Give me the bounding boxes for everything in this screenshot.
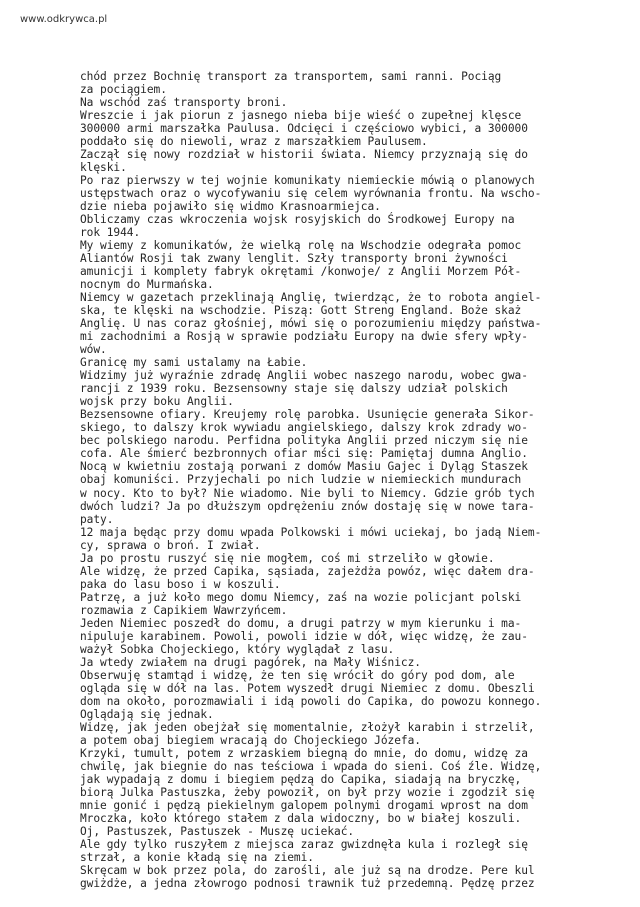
text-line: Widzimy już wyraźnie zdradę Anglii wobec naszego narodu, wobec gwa- (80, 369, 528, 383)
text-line: bec polskiego narodu. Perfidna polityka Anglii przed niczym się nie (80, 434, 528, 448)
text-line: skiego, to dalszy krok wywiadu angielskiego, dalszy krok zdrady wo- (80, 421, 528, 435)
text-line: poddało się do niewoli, wraz z marszałkiem Paulusem. (80, 135, 428, 149)
text-line: paka do lasu boso i w koszuli. (80, 577, 281, 591)
text-line: Patrzę, a już koło mego domu Niemcy, zaś na wozie policjant polski (80, 590, 522, 604)
text-line: Jeden Niemiec poszedł do domu, a drugi patrzy w mym kierunku i ma- (80, 616, 522, 630)
text-line: dzie nieba pojawiło się widmo Krasnoarmiejca. (80, 200, 381, 214)
text-line: amunicji i komplety fabryk okrętami /konwoje/ z Anglii Morzem Pół- (80, 265, 522, 279)
text-line: Ja po prostu ruszyć się nie mogłem, coś mi strzeliło w głowie. (80, 551, 495, 565)
text-line: Aliantów Rosji tak zwany lenglit. Szły transporty broni żywności (80, 252, 508, 266)
text-line: Wreszcie i jak piorun z jasnego nieba bije wieść o zupełnej klęsce (80, 109, 522, 123)
text-line: Krzyki, tumult, potem z wrzaskiem biegną do mnie, do domu, widzę za (80, 746, 528, 760)
text-line: strzał, a konie kładą się na ziemi. (80, 850, 314, 864)
text-line: jak wypadają z domu i biegiem pędzą do Capika, siadają na bryczkę, (80, 772, 522, 786)
text-line: nocnym do Murmańska. (80, 278, 214, 292)
text-line: ogląda się w dół na las. Potem wyszedł drugi Niemiec z domu. Obeszli (80, 681, 535, 695)
text-line: Granicę my sami ustalamy na Łabie. (80, 356, 308, 370)
text-line: Bezsensowne ofiary. Kreujemy rolę parobka. Usunięcie generała Sikor- (80, 408, 535, 422)
text-line: klęski. (80, 161, 127, 175)
site-watermark: www.odkrywca.pl (20, 14, 108, 25)
text-line: Obserwuję stamtąd i widzę, że ten się wrócił do góry pod dom, ale (80, 668, 515, 682)
text-line: chwilę, jak biegnie do nas teściowa i wpada do sieni. Coś źle. Widzę, (80, 759, 542, 773)
text-line: nipuluje karabinem. Powoli, powoli idzie w dół, więc widzę, że zau- (80, 629, 528, 643)
text-line: chód przez Bochnię transport za transportem, sami ranni. Pociąg (80, 70, 502, 83)
text-line: wów. (80, 343, 107, 357)
text-line: cy, sprawa o broń. I zwiał. (80, 538, 261, 552)
text-line: a potem obaj biegiem wracają do Chojeckiego Józefa. (80, 733, 421, 747)
text-line: gwiżdże, a jedna złowrogo podnosi trawnik tuż przedemną. Pędzę przez (80, 876, 535, 890)
text-line: obaj komuniści. Przyjechali po nich ludzie w niemieckich mundurach (80, 473, 522, 487)
text-line: rozmawia z Capikiem Wawrzyńcem. (80, 603, 288, 617)
text-line: Mroczka, koło którego stałem z dala widoczny, bo w białej koszuli. (80, 811, 522, 825)
text-line: Widzę, jak jeden obejżał się momentalnie, złożył karabin i strzelił, (80, 720, 535, 734)
text-line: wojsk przy boku Anglii. (80, 395, 234, 409)
text-line: Ale widzę, że przed Capika, sąsiada, zajeżdża powóz, więc dałem dra- (80, 564, 535, 578)
text-line: Zaczął się nowy rozdział w historii świata. Niemcy przyznają się do (80, 148, 528, 162)
text-line: 300000 armi marszałka Paulusa. Odcięci i częściowo wybici, a 300000 (80, 122, 528, 136)
text-line: Oj, Pastuszek, Pastuszek - Muszę uciekać. (80, 824, 355, 838)
text-line: paty. (80, 512, 114, 526)
text-line: mnie gonić i pędzą piekielnym galopem polnymi drogami wprost na dom (80, 798, 528, 812)
text-line: Niemcy w gazetach przeklinają Anglię, twierdząc, że to robota angiel- (80, 291, 542, 305)
text-line: dwóch ludzi? Ja po dłuższym opdrężeniu znów dostaję się w nowe tara- (80, 499, 535, 513)
text-line: za pociągiem. (80, 83, 167, 97)
text-line: biorą Julka Pastuszka, żeby powoził, on był przy wozie i zgodził się (80, 785, 535, 799)
text-line: Skręcam w bok przez pola, do zarośli, ale już są na drodze. Pere kul (80, 863, 535, 877)
text-line: rok 1944. (80, 226, 141, 240)
text-line: 12 maja będąc przy domu wpada Polkowski i mówi uciekaj, bo jadą Niem- (80, 525, 542, 539)
text-line: ska, te klęski na wschodzie. Piszą: Gott Streng England. Boże skaż (80, 304, 522, 318)
text-line: ważył Sobka Chojeckiego, który wyglądał z lasu. (80, 642, 395, 656)
text-line: Po raz pierwszy w tej wojnie komunikaty niemieckie mówią o planowych (80, 174, 535, 188)
text-line: Nocą w kwietniu zostają porwani z domów Masiu Gajec i Dyląg Staszek (80, 460, 528, 474)
text-line: ustępstwach oraz o wycofywaniu się celem wyrównania frontu. Na wscho- (80, 187, 542, 201)
typewritten-page (80, 70, 636, 902)
text-line: Oglądają się jednak. (80, 707, 214, 721)
text-line: dom na około, porozmawiali i idą powoli do Capika, do powozu konnego. (80, 694, 542, 708)
text-line: mi zachodnimi a Rosją w sprawie podziału Europy na dwie sfery wpły- (80, 330, 528, 344)
text-line: rancji z 1939 roku. Bezsensowny staje się dalszy udział polskich (80, 382, 508, 396)
text-line: Ja wtedy zwiałem na drugi pagórek, na Mały Wiśnicz. (80, 655, 421, 669)
text-line: Anglię. U nas coraz głośniej, mówi się o porozumieniu między państwa- (80, 317, 542, 331)
text-line: Na wschód zaś transporty broni. (80, 96, 288, 110)
text-line: Obliczamy czas wkroczenia wojsk rosyjskich do Środkowej Europy na (80, 213, 515, 227)
text-line: w nocy. Kto to był? Nie wiadomo. Nie byli to Niemcy. Gdzie grób tych (80, 486, 535, 500)
text-line: Ale gdy tylko ruszyłem z miejsca zaraz gwizdnęła kula i rozległ się (80, 837, 528, 851)
text-line: cofa. Ale śmierć bezbronnych ofiar mści się: Pamiętaj dumna Anglio. (80, 447, 528, 461)
text-line: My wiemy z komunikatów, że wielką rolę na Wschodzie odegrała pomoc (80, 239, 522, 253)
